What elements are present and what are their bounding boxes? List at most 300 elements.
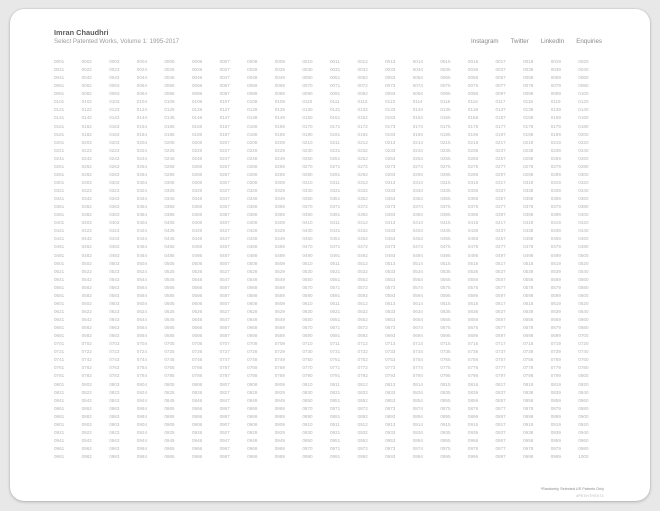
patent-number: 0708 [247,341,258,347]
patent-number: 0429 [274,228,285,234]
patent-number: 0214 [412,139,423,145]
patent-number: 0778 [523,365,534,371]
patent-number: 0298 [523,171,534,177]
patent-number: 0538 [523,268,534,274]
patent-number: 0174 [412,123,423,129]
patent-number: 0851 [329,397,341,403]
patent-number: 0847 [219,397,230,403]
patent-number: 0484 [136,252,148,258]
patent-number: 0603 [109,300,120,306]
patent-number: 0911 [329,421,340,427]
patent-number: 0443 [109,236,120,242]
patent-number: 0817 [495,381,506,387]
patent-number: 0001 [54,59,65,64]
patent-number: 0738 [523,349,534,355]
patent-number: 0122 [81,107,92,113]
top-nav [471,38,602,45]
patent-number: 0723 [109,349,120,355]
patent-number: 0132 [357,107,368,113]
patent-number: 0908 [247,421,258,427]
patent-number: 0312 [357,179,368,185]
patent-number: 0691 [329,333,341,339]
patent-number: 0791 [329,373,341,379]
patent-number: 0955 [440,437,451,443]
patent-number: 0867 [219,405,230,411]
patent-number: 0017 [495,59,506,64]
patent-number: 0283 [109,171,120,177]
patent-number: 0421 [54,228,65,234]
patent-number: 0560 [578,276,589,282]
patent-number: 0895 [440,413,451,419]
patent-number: 0574 [412,284,423,290]
patent-number: 0713 [385,341,396,347]
patent-number: 0926 [191,429,203,435]
patent-number: 0155 [440,115,451,121]
patent-number: 0401 [54,220,65,226]
patent-number: 0336 [467,188,479,193]
patent-number: 0164 [136,123,148,129]
patent-number: 0400 [578,212,589,218]
patent-number: 0786 [191,373,203,379]
patent-number: 0003 [109,59,120,64]
patent-number: 0099 [550,91,561,97]
patent-number: 0836 [467,389,479,395]
patent-number: 0710 [302,341,313,347]
patent-number: 0507 [219,260,230,266]
patent-number: 0834 [412,389,423,395]
patent-number: 0745 [164,357,175,363]
patent-number: 0936 [467,429,479,435]
patent-number: 0373 [385,204,396,210]
patent-number: 0606 [191,300,203,306]
patent-number: 0533 [385,268,396,274]
patent-number: 0159 [550,115,561,121]
patent-number: 0828 [247,389,258,395]
patent-number: 0842 [81,397,92,403]
patent-number: 0431 [329,228,341,234]
patent-number: 0271 [329,163,341,169]
patent-number: 0190 [302,131,313,137]
patent-number: 0424 [136,228,148,234]
patent-number: 0629 [274,308,285,314]
patent-number: 0498 [523,252,534,258]
patent-number: 0679 [550,325,561,331]
patent-number: 0785 [164,373,175,379]
patent-number: 0286 [191,171,203,177]
patent-number: 0585 [164,292,175,298]
patent-number: 0735 [440,349,451,355]
patent-number: 0641 [54,317,65,322]
patent-number: 0665 [164,325,175,331]
patent-number: 0888 [247,413,258,419]
patent-number: 0529 [274,268,285,274]
patent-number: 0165 [164,123,175,129]
patent-number: 0323 [109,188,120,193]
patent-number: 0193 [385,131,396,137]
patent-number: 0123 [109,107,120,113]
patent-number: 0188 [247,131,258,137]
patent-number: 0651 [329,317,341,322]
patent-number: 0772 [357,365,368,371]
patent-number: 0417 [495,220,506,226]
patent-number: 0881 [54,413,65,419]
patent-number: 0968 [247,446,258,451]
patent-number: 0092 [357,91,368,97]
patent-number: 0675 [440,325,451,331]
patent-number: 0279 [550,163,561,169]
patent-number: 0213 [385,139,396,145]
patent-number: 0949 [274,437,285,443]
patent-number: 0899 [550,413,561,419]
patent-number: 0461 [54,244,65,250]
patent-number: 0813 [385,381,396,387]
patent-number: 0592 [357,292,368,298]
patent-number: 0749 [274,357,285,363]
patent-number: 0158 [523,115,534,121]
patent-number: 0500 [578,252,589,258]
patent-number: 0671 [329,325,341,331]
patent-number: 0663 [109,325,120,331]
patent-number: 0009 [274,59,285,64]
patent-number: 0103 [109,99,120,105]
patent-number: 0258 [523,155,534,161]
patent-number: 0823 [109,389,120,395]
patent-number: 0566 [191,284,203,290]
patent-number: 0531 [329,268,341,274]
patent-number: 0516 [467,260,479,266]
patent-number: 0291 [329,171,341,177]
patent-number: 0209 [274,139,285,145]
patent-number: 0632 [357,308,368,314]
patent-number: 0696 [467,333,479,339]
patent-number: 0280 [578,163,589,169]
patent-number: 0322 [81,188,92,193]
patent-number: 0966 [191,446,203,451]
patent-number: 0141 [54,115,65,121]
patent-number: 0065 [164,83,175,89]
patent-number: 0265 [164,163,175,169]
patent-number: 0163 [109,123,120,129]
patent-number: 0909 [274,421,285,427]
patent-number: 0187 [219,131,230,137]
patent-number: 0770 [302,365,313,371]
patent-number: 0935 [440,429,451,435]
patent-number: 0776 [467,365,479,371]
patent-number: 0272 [357,163,368,169]
patent-number: 0619 [550,300,561,306]
patent-number: 0375 [440,204,451,210]
patent-number: 0677 [495,325,506,331]
patent-number: 0171 [329,123,341,129]
nav-link-linkedin[interactable]: LinkedIn [540,38,565,45]
patent-number: 0681 [54,333,65,339]
patent-number: 0208 [247,139,258,145]
patent-number: 0855 [440,397,451,403]
patent-number: 0425 [164,228,175,234]
patent-number: 0652 [357,317,368,322]
patent-number: 0396 [467,212,479,218]
patent-number: 0644 [136,317,148,322]
patent-number: 0070 [302,83,313,89]
patent-number: 0237 [495,147,506,153]
patent-number: 0379 [550,204,561,210]
patent-number: 0987 [219,454,230,460]
patent-number: 0436 [467,228,479,234]
patent-number: 0943 [109,437,120,443]
patent-number: 0730 [302,349,313,355]
patent-number: 0289 [274,171,285,177]
patent-number: 0039 [550,67,561,73]
patent-number: 0591 [329,292,341,298]
patent-number: 0865 [164,405,175,411]
patent-number: 0950 [302,437,313,443]
patent-number: 0340 [578,188,589,193]
patent-number: 0488 [247,252,258,258]
patent-number: 0368 [247,204,258,210]
patent-number: 0137 [495,107,506,113]
patent-number: 0167 [219,123,230,129]
patent-number: 0558 [523,276,534,282]
nav-link-twitter[interactable]: Twitter [510,38,529,45]
patent-number: 0981 [54,454,65,460]
patent-number: 0198 [523,131,534,137]
patent-number: 0388 [247,212,258,218]
patent-number: 0722 [81,349,92,355]
patent-number: 0350 [302,196,313,202]
patent-number: 0453 [385,236,396,242]
patent-number: 0082 [81,91,92,97]
patent-number: 0547 [219,276,230,282]
patent-number: 0634 [412,308,423,314]
patent-number: 0184 [136,131,148,137]
nav-link-instagram[interactable]: Instagram [471,38,499,45]
patent-number: 0064 [136,83,148,89]
patent-number: 0378 [523,204,534,210]
patent-number: 0721 [54,349,65,355]
patent-number: 0313 [385,179,396,185]
patent-number: 0339 [550,188,561,193]
patent-number: 0924 [136,429,148,435]
patent-number: 0111 [329,99,340,105]
patent-number: 0095 [440,91,451,97]
patent-number: 0602 [81,300,92,306]
patent-number: 0806 [191,381,203,387]
patent-number: 0789 [274,373,285,379]
patent-number: 0616 [467,300,479,306]
patent-number: 0126 [191,107,203,113]
patent-number: 0054 [412,75,423,81]
patent-number: 0699 [550,333,561,339]
patent-number: 0923 [109,429,120,435]
patent-number: 0329 [274,188,285,193]
patent-number: 0231 [329,147,341,153]
patent-number: 0170 [302,123,313,129]
patent-number: 0160 [578,115,589,121]
patent-number: 0649 [274,317,285,322]
patent-number: 0780 [578,365,589,371]
patent-number: 0962 [81,446,92,451]
patent-number: 0177 [495,123,506,129]
patent-number: 0701 [54,341,65,347]
patent-number: 0051 [329,75,341,81]
patent-number: 0347 [219,196,230,202]
patent-number: 0381 [54,212,65,218]
patent-number: 0390 [302,212,313,218]
patent-number: 0107 [219,99,230,105]
patent-number: 0636 [467,308,479,314]
patent-number: 0999 [550,454,561,460]
patent-number: 0254 [412,155,423,161]
patent-number: 0055 [440,75,451,81]
patent-number: 0959 [550,437,561,443]
patent-number: 0725 [164,349,175,355]
patent-number: 0900 [578,413,589,419]
patent-number: 0769 [274,365,285,371]
patent-number: 0739 [550,349,561,355]
patent-number: 0764 [136,365,148,371]
patent-number: 0052 [357,75,368,81]
patent-number: 0487 [219,252,230,258]
nav-link-enquiries[interactable]: Enquiries [576,38,602,45]
patent-number: 0504 [136,260,148,266]
patent-number: 0226 [191,147,203,153]
patent-number: 0526 [191,268,203,274]
patent-number: 0975 [440,446,451,451]
patent-number: 0914 [412,421,423,427]
patent-number: 0352 [357,196,368,202]
patent-number: 0862 [81,405,92,411]
patent-number: 0904 [136,421,148,427]
patent-number: 0018 [523,59,534,64]
patent-number: 0473 [385,244,396,250]
patent-number: 0760 [578,357,589,363]
patent-number: 0645 [164,317,175,322]
patent-number: 0934 [412,429,423,435]
patent-number: 0542 [81,276,92,282]
patent-number: 0964 [136,446,148,451]
patent-number: 0519 [550,260,561,266]
patent-number: 0736 [467,349,479,355]
patent-number: 0102 [81,99,92,105]
patent-number: 0305 [164,179,175,185]
patent-number: 0552 [357,276,368,282]
patent-number: 0771 [329,365,341,371]
patent-number: 0216 [467,139,479,145]
patent-number: 0353 [385,196,396,202]
patent-number: 0929 [274,429,285,435]
patent-number: 0919 [550,421,561,427]
patent-number: 0042 [81,75,92,81]
patent-number: 0503 [109,260,120,266]
patent-number: 0766 [191,365,203,371]
patent-number: 0351 [329,196,341,202]
patent-number: 0419 [550,220,561,226]
patent-number: 0247 [219,155,230,161]
patent-number: 0654 [412,317,423,322]
patent-number: 0138 [523,107,534,113]
patent-number: 0075 [440,83,451,89]
patent-number: 0354 [412,196,423,202]
patent-number: 0693 [385,333,396,339]
patent-number: 0891 [329,413,341,419]
patent-number: 0195 [440,131,451,137]
patent-number: 0357 [495,196,506,202]
patent-number: 0477 [495,244,506,250]
patent-number: 0931 [329,429,341,435]
patent-number: 0668 [247,325,258,331]
patent-number: 0810 [302,381,313,387]
patent-number: 0480 [578,244,589,250]
patent-number: 0224 [136,147,148,153]
patent-number: 0705 [164,341,175,347]
patent-number: 0348 [247,196,258,202]
patent-number: 0838 [523,389,534,395]
patent-number: 0255 [440,155,451,161]
patent-number: 0321 [54,188,65,193]
patent-number: 0794 [412,373,423,379]
patent-number: 0146 [191,115,203,121]
patent-number: 0509 [274,260,285,266]
patent-number: 0661 [54,325,65,331]
patent-number: 0314 [412,179,423,185]
patent-number: 0656 [467,317,479,322]
patent-number: 0928 [247,429,258,435]
patent-number: 0829 [274,389,285,395]
patent-number: 0912 [357,421,368,427]
patent-number: 0306 [191,179,203,185]
patent-number: 0438 [523,228,534,234]
patent-number: 0887 [219,413,230,419]
patent-number: 0210 [302,139,313,145]
patent-number: 0311 [329,179,340,185]
patent-number: 0685 [164,333,175,339]
patent-number: 0235 [440,147,451,153]
patent-number: 0290 [302,171,313,177]
patent-number: 0555 [440,276,451,282]
patent-number: 0548 [247,276,258,282]
patent-number: 0011 [329,59,340,64]
patent-number: 0097 [495,91,506,97]
patent-number: 0207 [219,139,230,145]
patent-number: 0433 [385,228,396,234]
patent-number: 0613 [385,300,396,306]
patent-number: 0784 [136,373,148,379]
patent-number: 0412 [357,220,368,226]
patent-number: 0380 [578,204,589,210]
patent-number: 0222 [81,147,92,153]
patent-number: 0386 [191,212,203,218]
patent-number: 0223 [109,147,120,153]
patent-number: 0684 [136,333,148,339]
patent-number: 0698 [523,333,534,339]
patent-number: 0085 [164,91,175,97]
site-header [54,28,602,54]
patent-number: 0152 [357,115,368,121]
patent-number: 0676 [467,325,479,331]
patent-number: 0527 [219,268,230,274]
patent-number: 0590 [302,292,313,298]
patent-number: 0250 [302,155,313,161]
patent-number: 0185 [164,131,175,137]
patent-number: 0307 [219,179,230,185]
patent-number: 0108 [247,99,258,105]
patent-number: 0680 [578,325,589,331]
patent-number: 0013 [385,59,396,64]
patent-number: 0587 [219,292,230,298]
patent-number: 0460 [578,236,589,242]
patent-number: 0067 [219,83,230,89]
patent-number: 0044 [136,75,148,81]
